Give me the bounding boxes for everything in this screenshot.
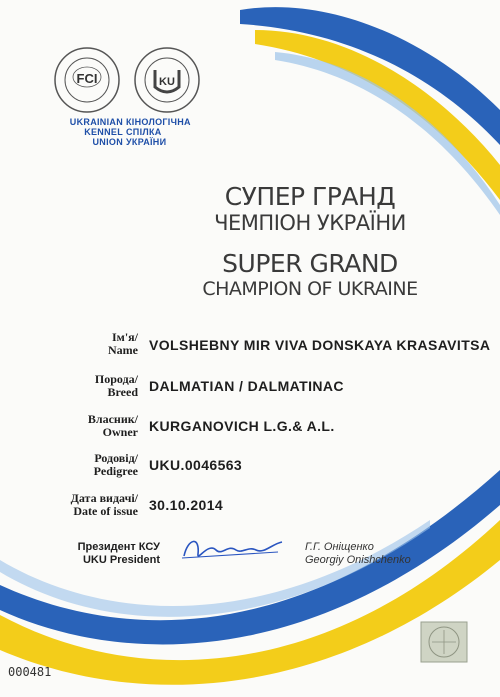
field-label-pedigree: Родовід/ Pedigree: [93, 451, 138, 478]
field-value-owner: KURGANOVICH L.G.& A.L.: [149, 418, 335, 434]
header-logos: [52, 45, 222, 115]
org-name-en: UKRAINIAN KENNEL UNION: [69, 117, 123, 147]
field-value-name: VOLSHEBNY MIR VIVA DONSKAYA KRASAVITSA: [149, 337, 491, 353]
title-en-line2: CHAMPION OF UKRAINE: [202, 278, 418, 300]
president-name: Г.Г. Оніщенко Georgiy Onishchenko: [305, 541, 411, 566]
hologram-seal: [420, 621, 468, 663]
field-value-pedigree: UKU.0046563: [149, 457, 243, 473]
uku-logo: [135, 48, 199, 112]
field-label-breed: Порода/ Breed: [94, 372, 138, 399]
title-en-line1: SUPER GRAND: [222, 249, 398, 278]
uku-logo-text: KU: [159, 76, 175, 88]
field-label-name: Ім'я/ Name: [108, 330, 138, 357]
field-value-breed: DALMATIAN / DALMATINAC: [149, 378, 344, 394]
field-value-date: 30.10.2014: [149, 497, 224, 513]
signature-image: [178, 532, 288, 566]
title-uk-line2: ЧЕМПІОН УКРАЇНИ: [214, 211, 406, 235]
title-uk-line1: СУПЕР ГРАНД: [224, 182, 396, 211]
president-title: Президент КСУ UKU President: [77, 541, 160, 566]
fci-logo: [55, 48, 119, 112]
fci-logo-text: FCI: [76, 71, 98, 86]
field-label-owner: Власник/ Owner: [87, 412, 138, 439]
field-label-date: Дата видачі/ Date of issue: [70, 491, 138, 518]
org-name-uk: КІНОЛОГІЧНА СПІЛКА УКРАЇНИ: [126, 117, 191, 147]
serial-number: 000481: [8, 665, 52, 679]
